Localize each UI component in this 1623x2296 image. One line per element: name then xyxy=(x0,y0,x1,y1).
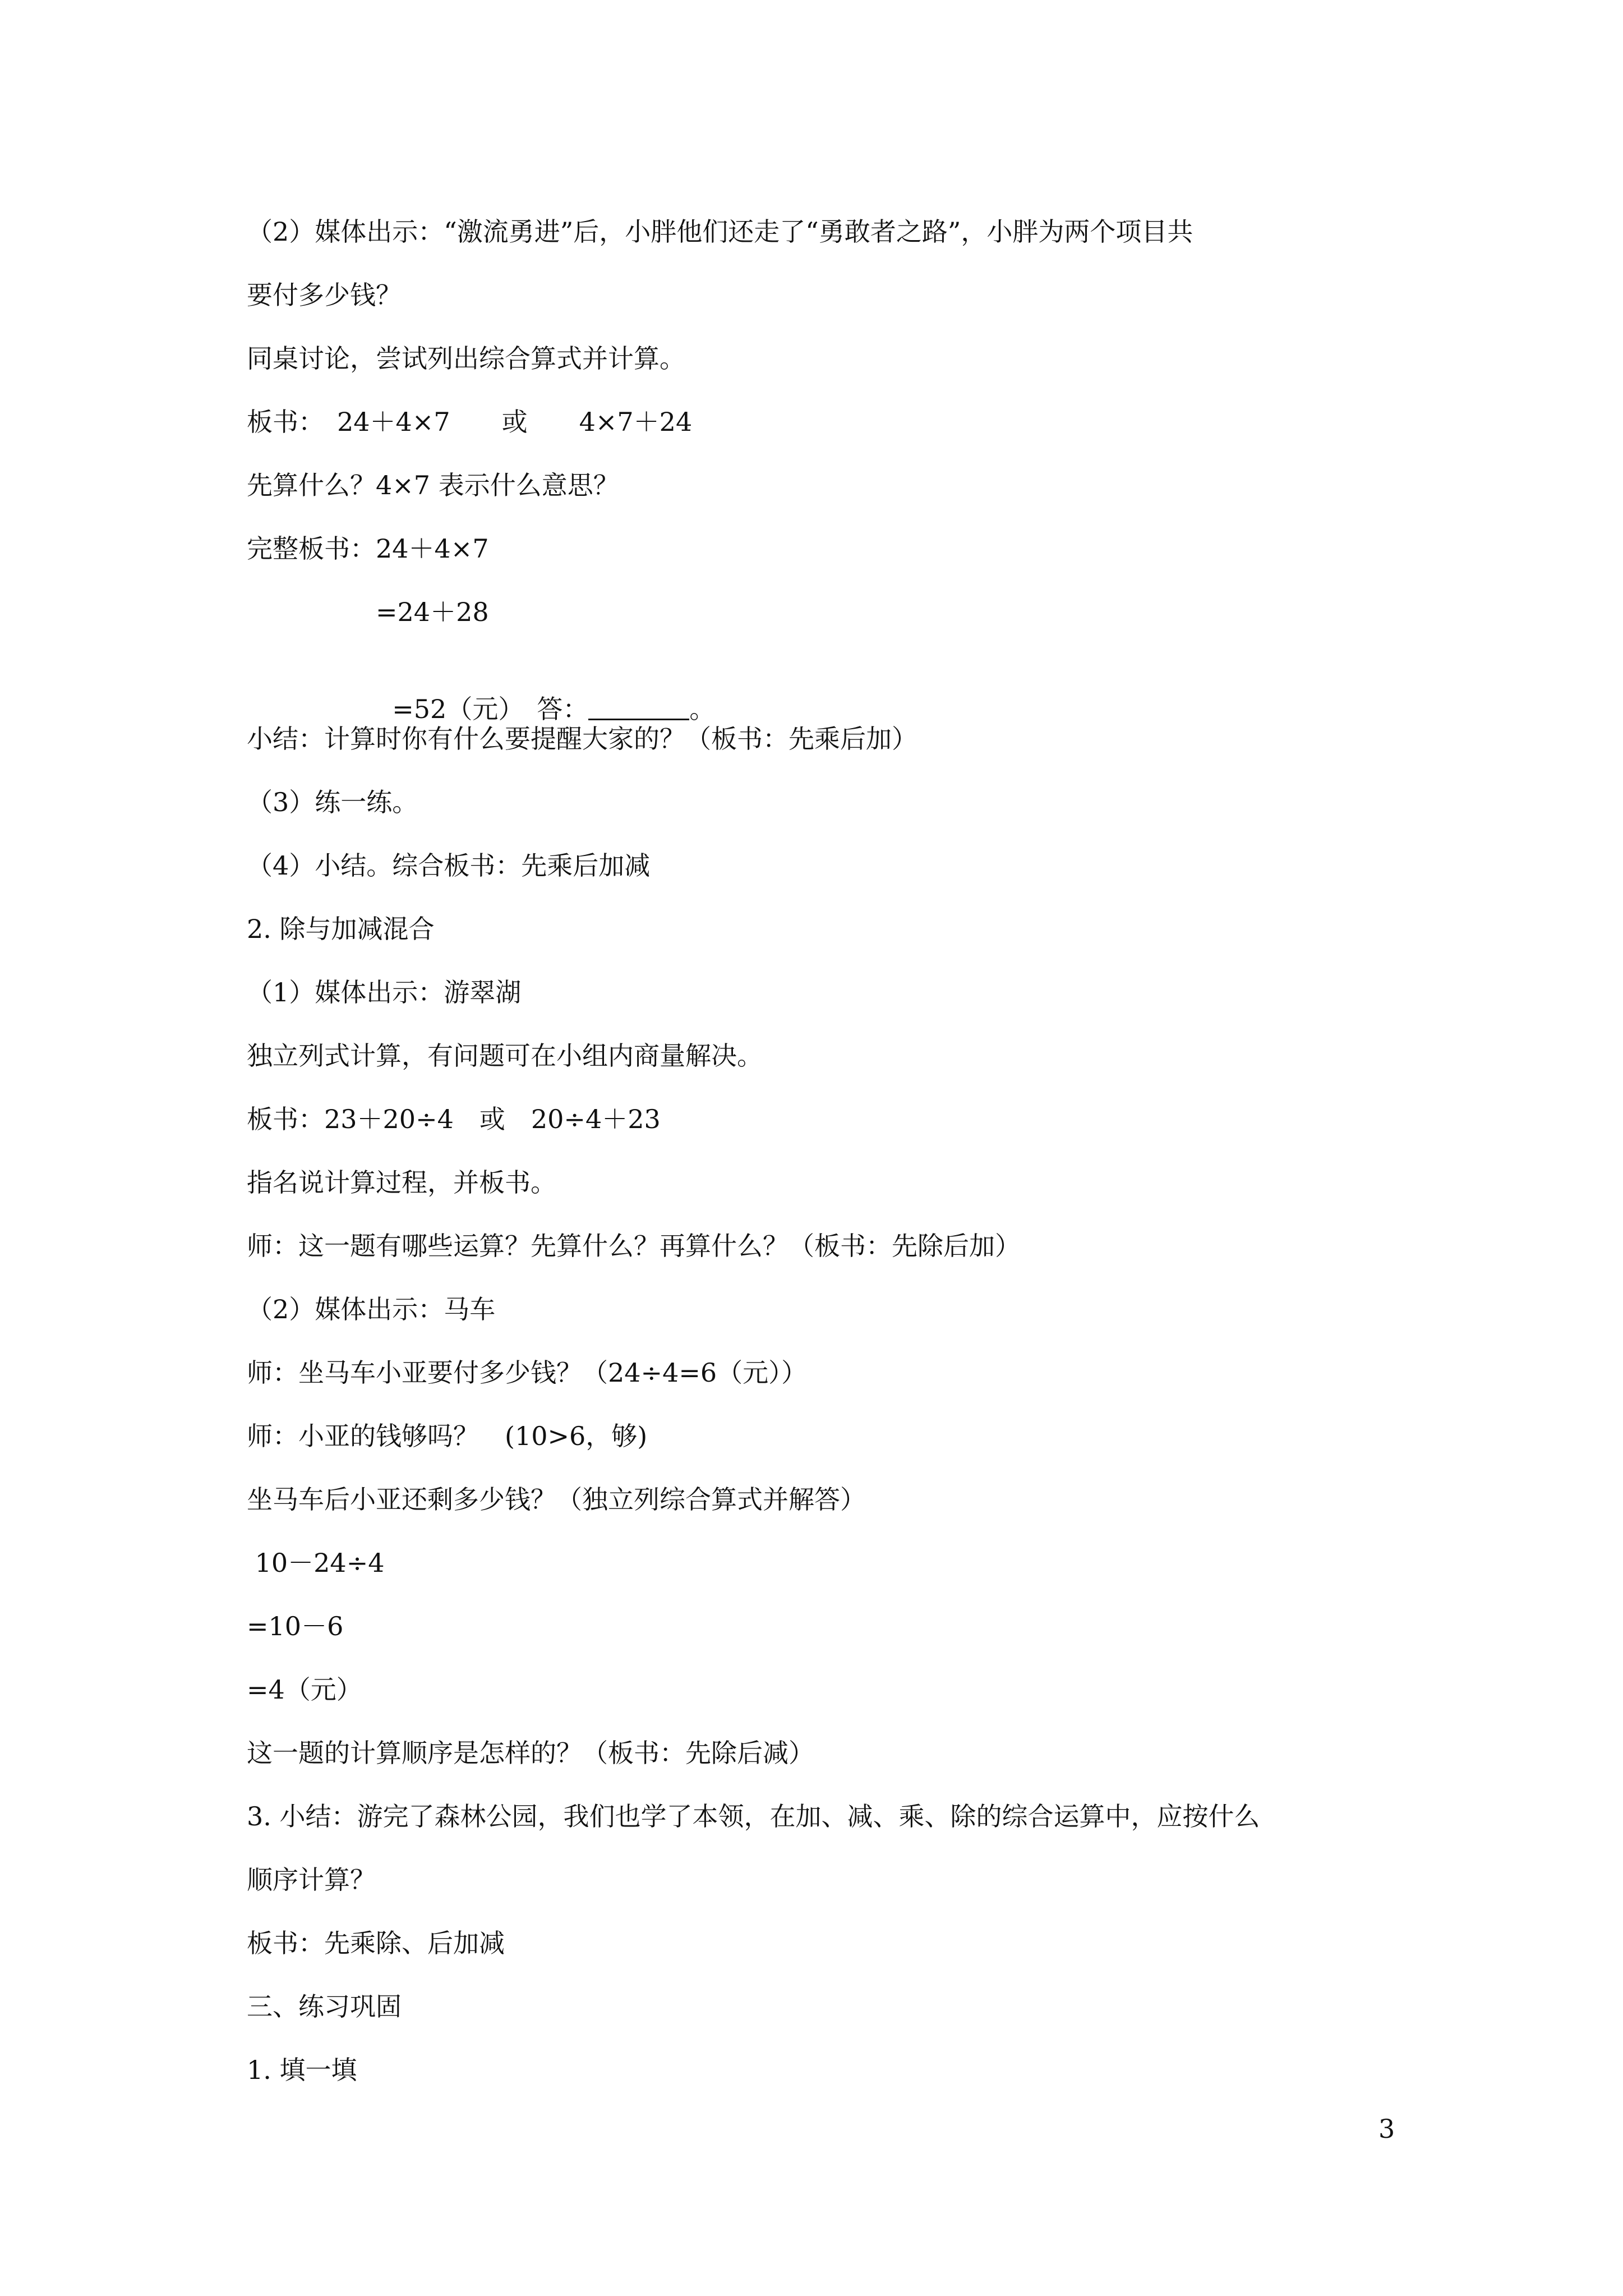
text-line xyxy=(247,659,715,726)
text-line: （2）媒体出示：“激流勇进”后，小胖他们还走了“勇敢者之路”，小胖为两个项目共 xyxy=(247,217,1193,247)
text-segment: 。 xyxy=(689,694,716,724)
text-line: （4）小结。综合板书：先乘后加减 xyxy=(247,850,651,881)
text-line: 板书：23＋20÷4 或 20÷4＋23 xyxy=(247,1104,661,1134)
text-line: （2）媒体出示：马车 xyxy=(247,1294,496,1324)
text-line: 顺序计算？ xyxy=(247,1865,376,1895)
text-line: 板书： 24＋4×7 或 4×7＋24 xyxy=(247,407,693,437)
page-number: 3 xyxy=(1378,2114,1395,2144)
text-line: 三、练习巩固 xyxy=(247,1991,402,2022)
text-line: 板书：先乘除、后加减 xyxy=(247,1928,505,1958)
text-line: （3）练一练。 xyxy=(247,787,418,817)
text-line: =10－6 xyxy=(247,1611,344,1641)
text-line: =4（元） xyxy=(247,1674,362,1705)
text-line: =24＋28 xyxy=(247,597,489,627)
text-line: 这一题的计算顺序是怎样的？（板书：先除后减） xyxy=(247,1738,814,1768)
answer-blank xyxy=(588,693,689,720)
text-line: 师：小亚的钱够吗？ (10>6，够) xyxy=(247,1421,648,1451)
text-line: 师：坐马车小亚要付多少钱？（24÷4=6（元）） xyxy=(247,1358,808,1388)
text-line: 师：这一题有哪些运算？先算什么？再算什么？（板书：先除后加） xyxy=(247,1231,1021,1261)
text-segment: =52（元） 答： xyxy=(263,694,589,724)
text-line: （1）媒体出示：游翠湖 xyxy=(247,977,522,1007)
text-line: 完整板书：24＋4×7 xyxy=(247,533,489,564)
text-line: 同桌讨论，尝试列出综合算式并计算。 xyxy=(247,343,685,374)
text-line: 2. 除与加减混合 xyxy=(247,914,435,944)
text-line: 10－24÷4 xyxy=(247,1548,385,1578)
text-line: 1. 填一填 xyxy=(247,2055,357,2085)
text-line: 要付多少钱？ xyxy=(247,280,402,310)
text-line: 3. 小结：游完了森林公园，我们也学了本领，在加、减、乘、除的综合运算中，应按什么 xyxy=(247,1801,1260,1832)
text-line: 独立列式计算，有问题可在小组内商量解决。 xyxy=(247,1041,763,1071)
text-line: 指名说计算过程，并板书。 xyxy=(247,1167,556,1198)
text-line: 小结：计算时你有什么要提醒大家的？（板书：先乘后加） xyxy=(247,724,917,754)
text-line: 坐马车后小亚还剩多少钱？（独立列综合算式并解答） xyxy=(247,1484,866,1515)
text-line: 先算什么？4×7 表示什么意思？ xyxy=(247,470,619,500)
